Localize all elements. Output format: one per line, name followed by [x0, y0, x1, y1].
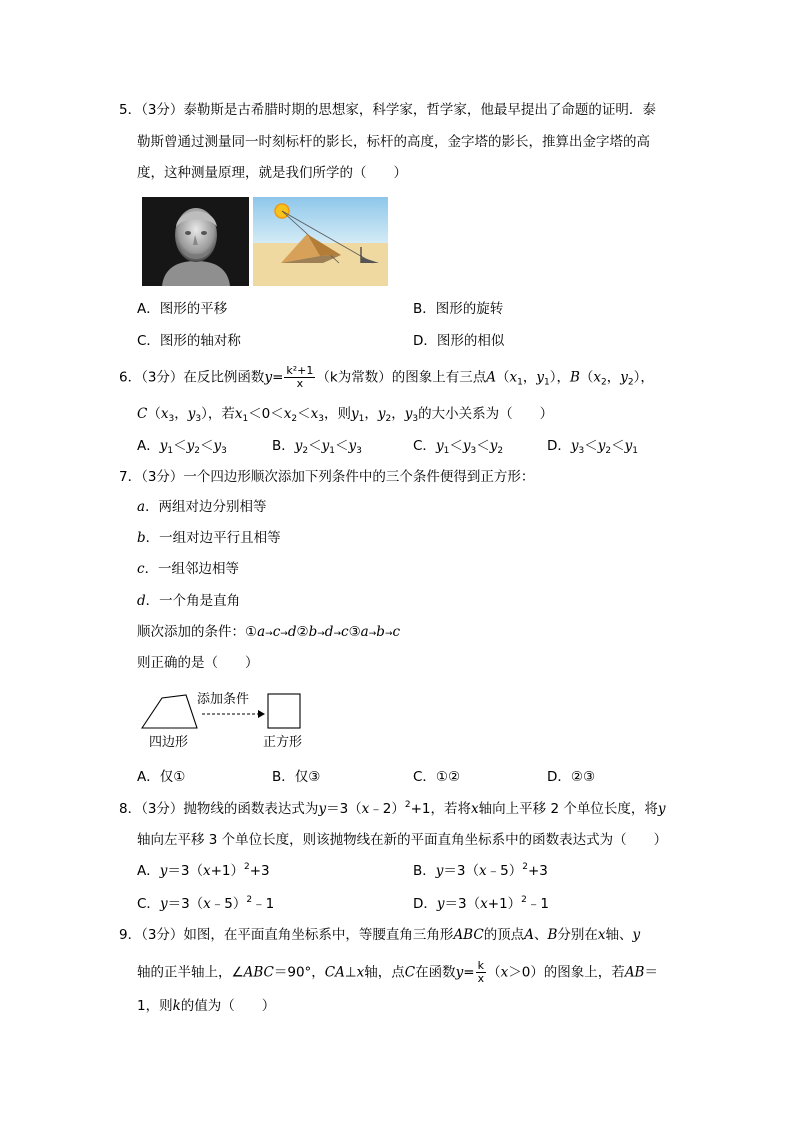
q6-line2: $C(x_3$，$y_3$），若$x_1<0<x_2<x_3$，则$y_1$，$y_2$，$y_3$的大小关系为（ ） — [137, 406, 554, 424]
q7-condition-a: a．两组对边分别相等 — [137, 499, 267, 515]
q8-option-d: D．$y=3(x+1)^2﹣1$ — [413, 895, 549, 912]
q6-line1: 6．（3分）在反比例函数y= $\frac{\text{k²+1}}{x}$ （k为常数）的图象上有三点$A(x_1$，$y_1$），$B(x_2$，$y_2$）， — [119, 364, 654, 390]
q6-option-d: D．$y_3<y_2<y_1$ — [547, 438, 639, 456]
q6-mid: （k为常数）的图象上有三点 — [316, 369, 487, 386]
q5-option-c: C．图形的轴对称 — [137, 333, 241, 349]
q5-option-b: B．图形的旋转 — [413, 301, 504, 317]
q9-fraction: $\frac{k}{x}$ — [477, 959, 485, 985]
q7-right-label: 正方形 — [263, 735, 303, 750]
q5-line3: 度，这种测量原理，就是我们所学的（ ） — [137, 165, 407, 181]
q8-line1: 8．（3分）抛物线的函数表达式为y＝3（x﹣2）$^2$+1，若将x轴向上平移 2 个单位长度，将y — [119, 800, 666, 817]
q8-line2: 轴向左平移 3 个单位长度，则该抛物线在新的平面直角坐标系中的函数表达式为（ ） — [137, 832, 668, 848]
q5-line2: 勒斯曾通过测量同一时刻标杆的影长，标杆的高度，金字塔的影长，推算出金字塔的高 — [137, 134, 650, 150]
q8-option-c: C．y＝3（x﹣5）$^2$﹣1 — [137, 895, 275, 912]
q7-stem: 7．（3分）一个四边形顺次添加下列条件中的三个条件便得到正方形： — [119, 469, 535, 485]
q7-condition-b: b．一组对边平行且相等 — [137, 530, 281, 546]
q5-option-a: A．图形的平移 — [137, 301, 228, 317]
q7-option-a: A．仅① — [137, 769, 186, 785]
q8-option-b: B．y＝3（x﹣5）$^2$+3 — [413, 862, 548, 879]
q7-condition-c: c．一组邻边相等 — [137, 561, 240, 577]
q6-option-b: B．$y_2<y_1<y_3$ — [272, 438, 362, 456]
q8-option-a: A．$y=3(x+1)^2+3$ — [137, 862, 270, 879]
q7-option-d: D．②③ — [547, 769, 596, 785]
q7-option-b: B．仅③ — [272, 769, 321, 785]
q6-prefix: 6．（3分）在反比例函数 — [119, 369, 265, 386]
thales-statue-image — [142, 197, 249, 286]
q7-arrow-label: 添加条件 — [197, 692, 250, 707]
q5-option-d: D．图形的相似 — [413, 333, 505, 349]
q7-order: 顺次添加的条件：①a→c→d②b→d→c③a→b→c — [137, 624, 401, 640]
q6-fraction: $\frac{\text{k²+1}}{x}$ — [286, 364, 314, 390]
q7-left-label: 四边形 — [149, 735, 189, 750]
q9-line2: 轴的正半轴上，∠ABC＝90°，CA⊥x轴，点C在函数y= $\frac{k}{x}$ （x＞0）的图象上，若AB＝ — [137, 959, 658, 985]
q9-line3: 1，则k的值为（ ） — [137, 998, 276, 1014]
q7-option-c: C．①② — [413, 769, 461, 785]
q9-line1: 9．（3分）如图，在平面直角坐标系中，等腰直角三角形ABC的顶点A、B分别在x轴、y — [119, 927, 641, 943]
q7-ask: 则正确的是（ ） — [137, 655, 259, 671]
q6-option-c: C．$y_1<y_3<y_2$ — [413, 438, 504, 456]
pyramid-shadow-image — [253, 197, 388, 286]
q6-option-a: A．$y_1<y_2<y_3$ — [137, 438, 227, 456]
q7-condition-d: d．一个角是直角 — [137, 593, 241, 609]
q5-line1: 5．（3分）泰勒斯是古希腊时期的思想家，科学家，哲学家，他最早提出了命题的证明．泰 — [119, 102, 656, 118]
